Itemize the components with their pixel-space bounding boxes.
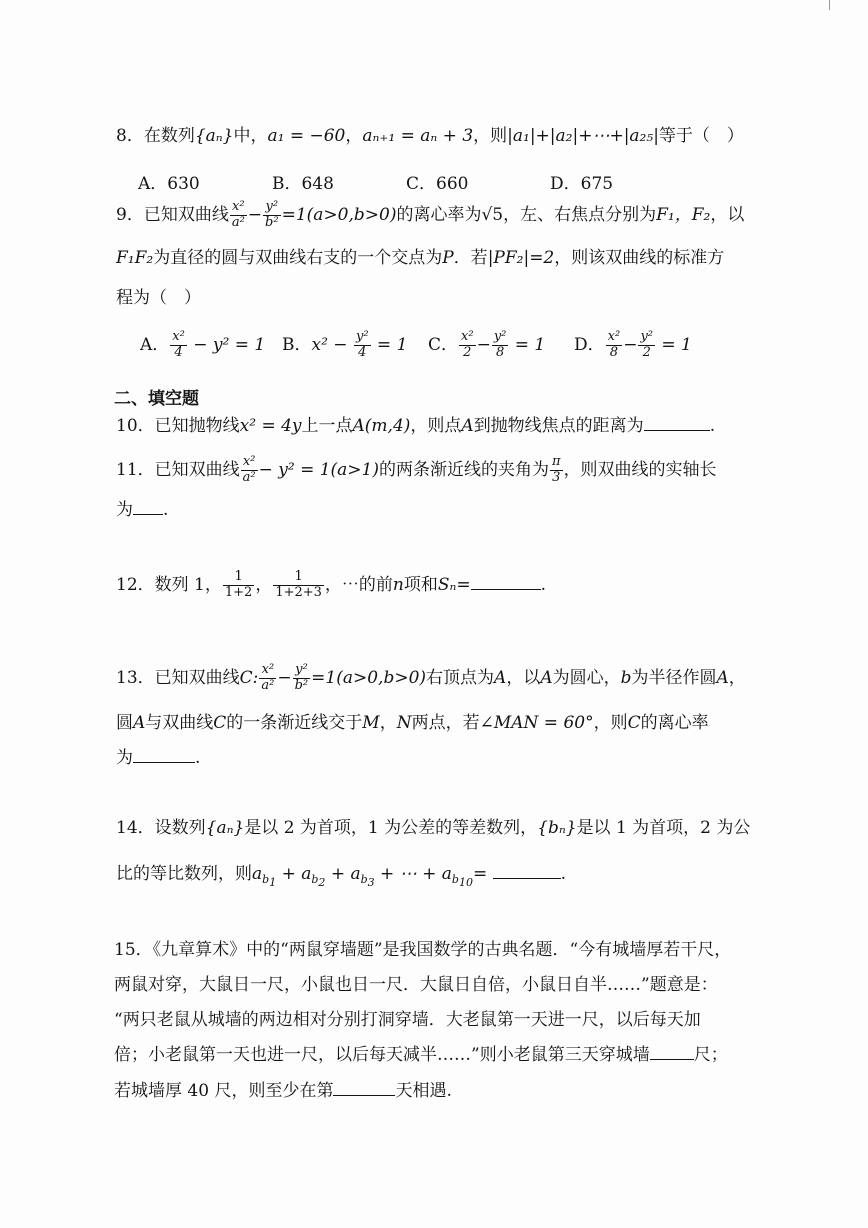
question-10-stem: 10．已知抛物线x² = 4y上一点A(m,4)，则点A到抛物线焦点的距离为 . — [116, 416, 716, 436]
question-9-line-3: 程为（ ） — [116, 288, 201, 308]
answer-blank — [471, 588, 541, 590]
question-8-stem: 8．在数列{aₙ}中，a₁ = −60，aₙ₊₁ = aₙ + 3，则|a₁|+|a₂|+⋯+|a₂₅|等于（ ） — [116, 126, 744, 146]
fraction-x2-a2: $\frac{\text{x²}}{\text{a²}}$ — [261, 662, 275, 693]
answer-blank — [133, 761, 195, 763]
option-c: C． $\frac{\text{x²}}{2}$ − $\frac{\text{y²}}{8}$ = 1 — [428, 329, 546, 360]
question-15-line-2: 两鼠对穿，大鼠日一尺，小鼠也日一尺．大鼠日自倍，小鼠日自半……”题意是： — [114, 975, 718, 995]
answer-blank — [644, 429, 710, 431]
question-number: 12． — [116, 574, 155, 595]
question-13-line-1: 13．已知双曲线C: $\frac{\text{x²}}{\text{a²}}$ − $\frac{\text{y²}}{\text{b²}}$ =1(a>0,b>0)右顶点为A，以A为圆心，b为半径作圆A， — [116, 662, 746, 693]
answer-blank — [493, 877, 561, 879]
question-15-line-4: 倍；小老鼠第一天也进一尺，以后每天减半……”则小老鼠第三天穿城墙 尺； — [114, 1045, 728, 1065]
question-number: 8． — [116, 126, 144, 146]
question-14-line-2: 比的等比数列，则$a_{b_1} + a_{b_2} + a_{b_3}$ + ⋯ + $a_{b_{10}}=$ . — [116, 864, 567, 890]
question-number: 10． — [116, 416, 155, 436]
option-a: A．630 — [138, 174, 200, 194]
question-14-line-1: 14．设数列{aₙ}是以 2 为首项，1 为公差的等差数列，{bₙ}是以 1 为首项，2 为公 — [116, 818, 751, 838]
fraction-pi-3: $\frac{\pi}{3}$ — [552, 454, 561, 485]
fraction-y2-b2: $\frac{\text{y²}}{\text{b²}}$ — [294, 662, 309, 693]
question-9-line-1: 9．已知双曲线 $\frac{\text{x²}}{\text{a²}}$ − $\frac{\text{y²}}{\text{b²}}$ =1(a>0,b>0)的离心率为√5，左、右焦点分别为F₁，F₂，以 — [116, 199, 745, 230]
question-13-line-2: 圆A与双曲线C的一条渐近线交于M，N两点，若∠MAN = 60°，则C的离心率 — [116, 713, 709, 733]
answer-blank — [650, 1058, 694, 1060]
sum-expression: $a_{b_1} + a_{b_2} + a_{b_3}$ + ⋯ + $a_{b_{10}}$ — [252, 864, 473, 890]
option-d: D． $\frac{\text{x²}}{8}$ − $\frac{\text{y²}}{2}$ = 1 — [574, 329, 692, 360]
page-edge-mark — [829, 0, 830, 10]
question-11-line-1: 11．已知双曲线 $\frac{\text{x²}}{\text{a²}}$ − y² = 1(a>1)的两条渐近线的夹角为 $\frac{\pi}{3}$ ，则双曲线的实轴长 — [116, 454, 717, 485]
question-9-line-2: F₁F₂为直径的圆与双曲线右支的一个交点为P．若|PF₂|=2，则该双曲线的标准方 — [116, 248, 725, 268]
question-15-line-1: 15．《九章算术》中的“两鼠穿墙题”是我国数学的古典名题．“今有城墙厚若干尺， — [114, 940, 732, 960]
question-number: 9． — [116, 204, 144, 225]
option-c: C．660 — [406, 174, 469, 194]
question-number: 13． — [116, 667, 155, 688]
question-number: 14． — [116, 818, 155, 838]
fraction-x2-a2: $\frac{\text{x²}}{\text{a²}}$ — [231, 199, 245, 230]
question-13-line-3: 为 . — [116, 748, 201, 768]
fraction-y2-b2: $\frac{\text{y²}}{\text{b²}}$ — [265, 199, 279, 230]
fraction-1-over-1plus2: $\frac{1}{1+2}$ — [224, 569, 253, 600]
question-12-stem: 12．数列 1， $\frac{1}{1+2}$ ， $\frac{1}{1+2+3}$ ，⋯的前n项和Sₙ= . — [116, 569, 547, 600]
option-a: A． $\frac{\text{x²}}{4}$ − y² = 1 — [140, 329, 266, 360]
question-15-line-3: “两只老鼠从城墙的两边相对分别打洞穿墙．大老鼠第一天进一尺，以后每天加 — [114, 1010, 701, 1030]
option-b: B．648 — [272, 174, 334, 194]
answer-blank — [133, 513, 163, 515]
option-b: B．x² − $\frac{\text{y²}}{4}$ = 1 — [282, 329, 408, 360]
section-heading-fill-in: 二、填空题 — [114, 389, 199, 409]
question-number: 11． — [116, 459, 155, 480]
answer-blank — [333, 1094, 395, 1096]
fraction-x2-a2: $\frac{\text{x²}}{\text{a²}}$ — [242, 454, 256, 485]
question-15-line-5: 若城墙厚 40 尺，则至少在第 天相遇. — [114, 1081, 452, 1101]
option-d: D．675 — [550, 174, 614, 194]
fraction-1-over-1plus2plus3: $\frac{1}{1+2+3}$ — [275, 569, 322, 600]
question-11-line-2: 为 . — [116, 500, 169, 520]
